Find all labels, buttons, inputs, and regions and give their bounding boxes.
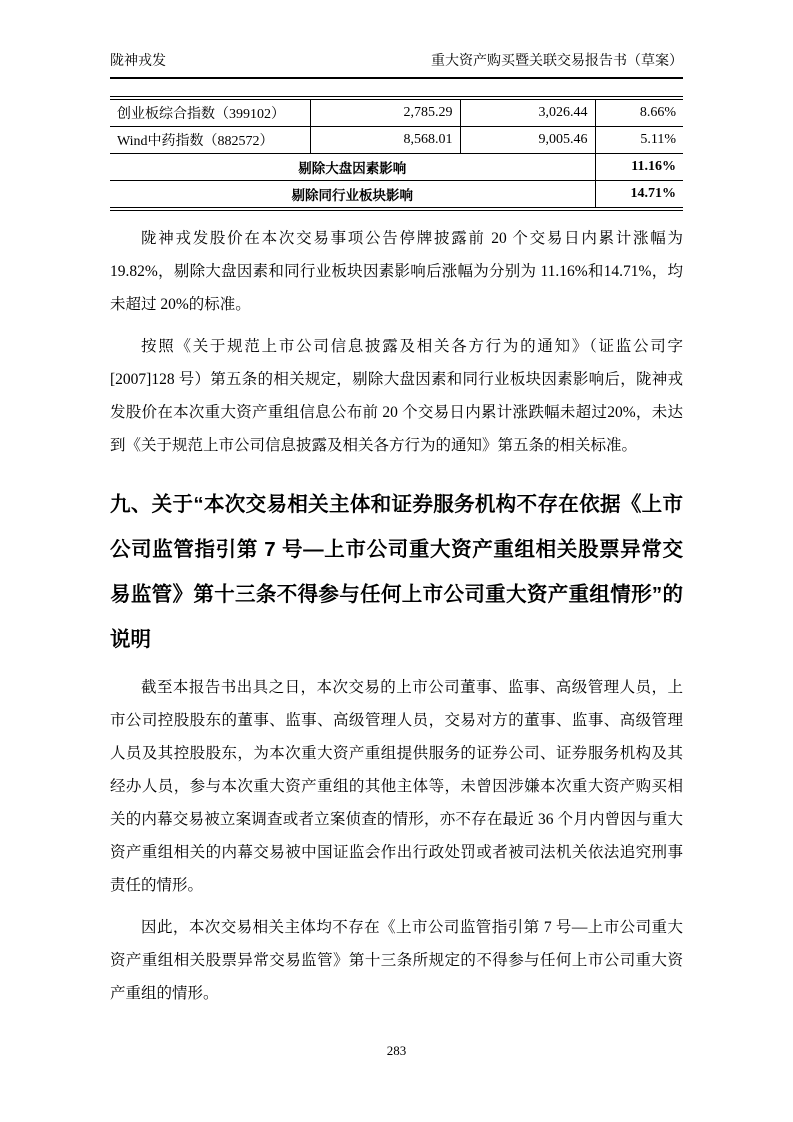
index-name-cell: 创业板综合指数（399102）	[110, 98, 310, 127]
index-name-cell: Wind中药指数（882572）	[110, 127, 310, 154]
paragraph-regulation-notice: 按照《关于规范上市公司信息披露及相关各方行为的通知》（证监公司字[2007]128 号）第五条的相关规定，剔除大盘因素和同行业板块因素影响后，陇神戎发股价在本次重大资产重组信息公布前 20 个交易日内累计涨跌幅未超过20%，未达到《关于规范上市公司信息披露及相关各方行为的通知》第五条的相关标准。	[110, 338, 683, 454]
page-number: 283	[386, 1043, 407, 1058]
index-value-cell: 3,026.44	[460, 98, 595, 127]
section-heading: 九、关于“本次交易相关主体和证券服务机构不存在依据《上市公司监管指引第 7 号—上市公司重大资产重组相关股票异常交易监管》第十三条不得参与任何上市公司重大资产重组情形”的说明	[110, 493, 683, 651]
table-summary-row	[110, 181, 683, 210]
page-header	[110, 50, 683, 79]
index-change-cell: 8.66%	[595, 98, 683, 127]
index-change-cell: 5.11%	[595, 127, 683, 154]
table-row	[110, 127, 683, 154]
summary-label-cell: 剔除同行业板块影响	[110, 181, 595, 210]
table-summary-row	[110, 154, 683, 181]
page-footer	[0, 1043, 793, 1059]
summary-label-cell: 剔除大盘因素影响	[110, 154, 595, 181]
paragraph-conclusion: 因此，本次交易相关主体均不存在《上市公司监管指引第 7 号—上市公司重大资产重组相关股票异常交易监管》第十三条所规定的不得参与任何上市公司重大资产重组的情形。	[110, 919, 683, 1002]
index-value-cell: 2,785.29	[310, 98, 460, 127]
index-value-cell: 8,568.01	[310, 127, 460, 154]
index-comparison-table	[110, 96, 683, 211]
summary-value-cell: 14.71%	[630, 186, 676, 201]
index-value-cell: 9,005.46	[460, 127, 595, 154]
paragraph-insider-trading-statement: 截至本报告书出具之日，本次交易的上市公司董事、监事、高级管理人员，上市公司控股股东的董事、监事、高级管理人员，交易对方的董事、监事、高级管理人员及其控股股东，为本次重大资产重组提供服务的证券公司、证券服务机构及其经办人员，参与本次重大资产重组的其他主体等，未曾因涉嫌本次重大资产购买相关的内幕交易被立案调查或者立案侦查的情形，亦不存在最近 36 个月内曾因与重大资产重组相关的内幕交易被中国证监会作出行政处罚或者被司法机关依法追究刑事责任的情形。	[110, 679, 683, 894]
summary-value-cell: 11.16%	[595, 154, 683, 181]
paragraph-price-increase: 陇神戎发股价在本次交易事项公告停牌披露前 20 个交易日内累计涨幅为19.82%，剔除大盘因素和同行业板块因素影响后涨幅为分别为 11.16%和14.71%，均未超过 20%的标准。	[110, 230, 683, 313]
table-row	[110, 98, 683, 127]
header-company-name: 陇神戎发	[110, 54, 166, 69]
header-document-title: 重大资产购买暨关联交易报告书（草案）	[431, 54, 683, 69]
